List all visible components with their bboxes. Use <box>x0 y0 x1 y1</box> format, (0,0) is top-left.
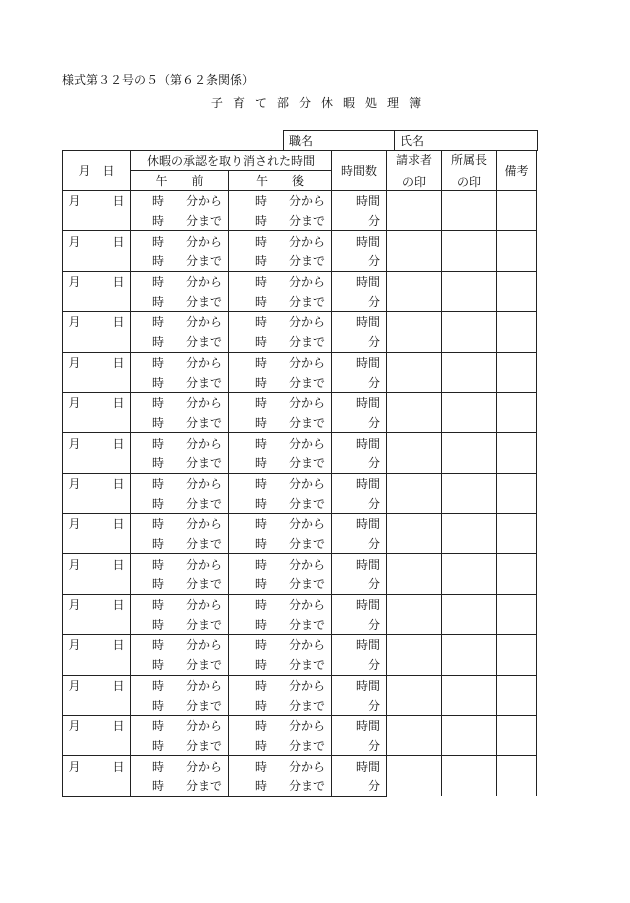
name-label: 氏名 <box>400 134 425 148</box>
minutes-cell[interactable]: 分 <box>332 251 387 271</box>
title-char: 分 <box>298 96 313 110</box>
name-field[interactable] <box>395 131 538 151</box>
chief-seal-cell[interactable] <box>442 231 497 271</box>
hours-cell[interactable]: 時間 <box>332 635 387 655</box>
entry-row-start <box>63 675 537 695</box>
date-cell[interactable]: 月 日 <box>63 635 131 655</box>
cancelled-time-header: 休暇の承認を取り消された時間 <box>131 151 332 171</box>
month-day-header: 月 日 <box>63 151 131 191</box>
requester-seal-cell[interactable] <box>387 433 442 473</box>
hours-cell[interactable]: 時間 <box>332 312 387 332</box>
pm-to-cell[interactable]: 時 分まで <box>229 574 332 594</box>
minutes-cell[interactable]: 分 <box>332 372 387 392</box>
pm-to-cell[interactable]: 時 分まで <box>229 332 332 352</box>
am-to-cell[interactable]: 時 分まで <box>131 614 229 634</box>
am-from-cell[interactable]: 時 分から <box>131 635 229 655</box>
remarks-cell[interactable] <box>497 271 537 311</box>
entry-row-start <box>63 473 537 493</box>
date-cell[interactable]: 月 日 <box>63 392 131 412</box>
entry-row-start <box>63 352 537 372</box>
requester-seal-cell[interactable] <box>387 191 442 231</box>
pm-from-cell[interactable]: 時 分から <box>229 312 332 332</box>
requester-seal-cell[interactable] <box>387 352 442 392</box>
pm-from-cell[interactable]: 時 分から <box>229 756 332 776</box>
pm-header: 午 後 <box>229 171 332 191</box>
am-from-cell[interactable]: 時 分から <box>131 715 229 735</box>
chief-seal-cell[interactable] <box>442 594 497 634</box>
title-char: 子 <box>210 96 225 110</box>
requester-seal-cell[interactable] <box>387 756 442 796</box>
minutes-cell[interactable]: 分 <box>332 291 387 311</box>
document-title <box>0 94 630 111</box>
pm-from-cell[interactable]: 時 分から <box>229 635 332 655</box>
position-field[interactable] <box>284 131 395 151</box>
pm-to-cell[interactable]: 時 分まで <box>229 655 332 675</box>
remarks-cell[interactable] <box>497 594 537 634</box>
am-from-cell[interactable]: 時 分から <box>131 433 229 453</box>
entry-row-start <box>63 271 537 291</box>
date-cell[interactable]: 月 日 <box>63 675 131 695</box>
pm-from-cell[interactable]: 時 分から <box>229 433 332 453</box>
date-cell[interactable]: 月 日 <box>63 473 131 493</box>
am-to-cell[interactable]: 時 分まで <box>131 736 229 756</box>
requester-seal-cell[interactable] <box>387 392 442 432</box>
am-header: 午 前 <box>131 171 229 191</box>
entry-row-start <box>63 514 537 534</box>
title-char: 部 <box>276 96 291 110</box>
hours-cell[interactable]: 時間 <box>332 715 387 735</box>
date-cell-blank <box>63 574 131 594</box>
minutes-cell[interactable]: 分 <box>332 332 387 352</box>
hours-cell[interactable]: 時間 <box>332 594 387 614</box>
pm-from-cell[interactable]: 時 分から <box>229 392 332 412</box>
am-from-cell[interactable]: 時 分から <box>131 392 229 412</box>
minutes-cell[interactable]: 分 <box>332 736 387 756</box>
chief-seal-cell[interactable] <box>442 352 497 392</box>
pm-to-cell[interactable]: 時 分まで <box>229 776 332 796</box>
am-from-cell[interactable]: 時 分から <box>131 271 229 291</box>
entry-row-start <box>63 756 537 776</box>
date-cell-blank <box>63 614 131 634</box>
name-table <box>283 130 538 151</box>
requester-seal-header <box>387 151 442 191</box>
pm-to-cell[interactable]: 時 分まで <box>229 736 332 756</box>
chief-seal-cell[interactable] <box>442 392 497 432</box>
hours-header: 時間数 <box>332 151 387 191</box>
date-cell-blank <box>63 736 131 756</box>
minutes-cell[interactable]: 分 <box>332 655 387 675</box>
date-cell[interactable]: 月 日 <box>63 433 131 453</box>
pm-from-cell[interactable]: 時 分から <box>229 352 332 372</box>
title-char: 理 <box>387 96 402 110</box>
remarks-cell[interactable] <box>497 473 537 513</box>
am-from-cell[interactable]: 時 分から <box>131 191 229 211</box>
date-cell[interactable]: 月 日 <box>63 756 131 776</box>
am-from-cell[interactable]: 時 分から <box>131 756 229 776</box>
requester-line-2: の印 <box>401 175 426 189</box>
am-to-cell[interactable]: 時 分まで <box>131 695 229 715</box>
chief-seal-cell[interactable] <box>442 715 497 755</box>
entry-row-start <box>63 594 537 614</box>
am-to-cell[interactable]: 時 分まで <box>131 291 229 311</box>
pm-from-cell[interactable]: 時 分から <box>229 191 332 211</box>
date-cell-blank <box>63 332 131 352</box>
form-id: 様式第３２号の５（第６２条関係） <box>62 73 255 87</box>
pm-to-cell[interactable]: 時 分まで <box>229 211 332 231</box>
hours-cell[interactable]: 時間 <box>332 191 387 211</box>
minutes-cell[interactable]: 分 <box>332 453 387 473</box>
pm-to-cell[interactable]: 時 分まで <box>229 614 332 634</box>
chief-seal-cell[interactable] <box>442 473 497 513</box>
hours-cell[interactable]: 時間 <box>332 352 387 372</box>
date-cell-blank <box>63 291 131 311</box>
chief-seal-cell[interactable] <box>442 271 497 311</box>
remarks-cell[interactable] <box>497 514 537 554</box>
title-char: 休 <box>321 96 336 110</box>
hours-cell[interactable]: 時間 <box>332 271 387 291</box>
remarks-header: 備考 <box>497 151 537 191</box>
pm-to-cell[interactable]: 時 分まで <box>229 372 332 392</box>
requester-seal-cell[interactable] <box>387 675 442 715</box>
pm-from-cell[interactable]: 時 分から <box>229 554 332 574</box>
title-char: て <box>254 96 269 110</box>
pm-to-cell[interactable]: 時 分まで <box>229 413 332 433</box>
remarks-cell[interactable] <box>497 312 537 352</box>
date-cell[interactable]: 月 日 <box>63 554 131 574</box>
remarks-cell[interactable] <box>497 392 537 432</box>
minutes-cell[interactable]: 分 <box>332 493 387 513</box>
am-to-cell[interactable]: 時 分まで <box>131 211 229 231</box>
chief-seal-cell[interactable] <box>442 312 497 352</box>
date-cell[interactable]: 月 日 <box>63 271 131 291</box>
pm-to-cell[interactable]: 時 分まで <box>229 534 332 554</box>
pm-from-cell[interactable]: 時 分から <box>229 231 332 251</box>
date-cell-blank <box>63 695 131 715</box>
remarks-cell[interactable] <box>497 635 537 675</box>
date-cell[interactable]: 月 日 <box>63 594 131 614</box>
requester-seal-cell[interactable] <box>387 312 442 352</box>
am-to-cell[interactable]: 時 分まで <box>131 493 229 513</box>
pm-to-cell[interactable]: 時 分まで <box>229 291 332 311</box>
remarks-cell[interactable] <box>497 433 537 473</box>
date-cell-blank <box>63 534 131 554</box>
pm-to-cell[interactable]: 時 分まで <box>229 493 332 513</box>
date-cell-blank <box>63 211 131 231</box>
chief-seal-cell[interactable] <box>442 514 497 554</box>
chief-seal-cell[interactable] <box>442 675 497 715</box>
requester-seal-cell[interactable] <box>387 635 442 675</box>
chief-seal-cell[interactable] <box>442 554 497 594</box>
requester-seal-cell[interactable] <box>387 231 442 271</box>
am-from-cell[interactable]: 時 分から <box>131 231 229 251</box>
date-cell[interactable]: 月 日 <box>63 352 131 372</box>
pm-from-cell[interactable]: 時 分から <box>229 675 332 695</box>
minutes-cell[interactable]: 分 <box>332 413 387 433</box>
minutes-cell[interactable]: 分 <box>332 574 387 594</box>
entry-row-start <box>63 392 537 412</box>
pm-from-cell[interactable]: 時 分から <box>229 271 332 291</box>
hours-cell[interactable]: 時間 <box>332 514 387 534</box>
date-cell[interactable]: 月 日 <box>63 231 131 251</box>
hours-cell[interactable]: 時間 <box>332 392 387 412</box>
hours-cell[interactable]: 時間 <box>332 433 387 453</box>
minutes-cell[interactable]: 分 <box>332 614 387 634</box>
am-to-cell[interactable]: 時 分まで <box>131 534 229 554</box>
am-from-cell[interactable]: 時 分から <box>131 352 229 372</box>
title-char: 処 <box>365 96 380 110</box>
am-from-cell[interactable]: 時 分から <box>131 554 229 574</box>
remarks-cell[interactable] <box>497 715 537 755</box>
am-to-cell[interactable]: 時 分まで <box>131 332 229 352</box>
am-to-cell[interactable]: 時 分まで <box>131 453 229 473</box>
date-cell-blank <box>63 251 131 271</box>
am-to-cell[interactable]: 時 分まで <box>131 655 229 675</box>
date-cell-blank <box>63 655 131 675</box>
requester-seal-cell[interactable] <box>387 554 442 594</box>
remarks-cell[interactable] <box>497 756 537 796</box>
requester-seal-cell[interactable] <box>387 594 442 634</box>
entry-row-start <box>63 635 537 655</box>
remarks-cell[interactable] <box>497 675 537 715</box>
minutes-cell[interactable]: 分 <box>332 534 387 554</box>
date-cell[interactable]: 月 日 <box>63 191 131 211</box>
chief-seal-header <box>442 151 497 191</box>
title-char: 育 <box>232 96 247 110</box>
date-cell-blank <box>63 776 131 796</box>
am-from-cell[interactable]: 時 分から <box>131 675 229 695</box>
pm-from-cell[interactable]: 時 分から <box>229 715 332 735</box>
entry-row-start <box>63 231 537 251</box>
am-to-cell[interactable]: 時 分まで <box>131 251 229 271</box>
hours-cell[interactable]: 時間 <box>332 231 387 251</box>
entry-row-start <box>63 433 537 453</box>
requester-line-1: 請求者 <box>395 153 432 167</box>
pm-to-cell[interactable]: 時 分まで <box>229 695 332 715</box>
date-cell[interactable]: 月 日 <box>63 514 131 534</box>
date-cell-blank <box>63 413 131 433</box>
minutes-cell[interactable]: 分 <box>332 695 387 715</box>
chief-seal-cell[interactable] <box>442 191 497 231</box>
leave-record-table <box>62 150 537 797</box>
entry-row-start <box>63 312 537 332</box>
am-to-cell[interactable]: 時 分まで <box>131 574 229 594</box>
requester-seal-cell[interactable] <box>387 271 442 311</box>
chief-seal-cell[interactable] <box>442 635 497 675</box>
minutes-cell[interactable]: 分 <box>332 776 387 796</box>
date-cell[interactable]: 月 日 <box>63 715 131 735</box>
am-from-cell[interactable]: 時 分から <box>131 594 229 614</box>
leave-rows <box>63 191 537 797</box>
date-cell-blank <box>63 372 131 392</box>
hours-cell[interactable]: 時間 <box>332 675 387 695</box>
pm-to-cell[interactable]: 時 分まで <box>229 251 332 271</box>
remarks-cell[interactable] <box>497 231 537 271</box>
pm-to-cell[interactable]: 時 分まで <box>229 453 332 473</box>
pm-from-cell[interactable]: 時 分から <box>229 594 332 614</box>
remarks-cell[interactable] <box>497 352 537 392</box>
am-to-cell[interactable]: 時 分まで <box>131 372 229 392</box>
am-from-cell[interactable]: 時 分から <box>131 473 229 493</box>
position-label: 職名 <box>289 134 314 148</box>
date-cell[interactable]: 月 日 <box>63 312 131 332</box>
chief-seal-cell[interactable] <box>442 756 497 796</box>
title-char: 簿 <box>409 96 424 110</box>
remarks-cell[interactable] <box>497 554 537 594</box>
minutes-cell[interactable]: 分 <box>332 211 387 231</box>
title-char: 暇 <box>343 96 358 110</box>
pm-from-cell[interactable]: 時 分から <box>229 473 332 493</box>
hours-cell[interactable]: 時間 <box>332 756 387 776</box>
chief-seal-cell[interactable] <box>442 433 497 473</box>
am-from-cell[interactable]: 時 分から <box>131 312 229 332</box>
chief-line-2: の印 <box>456 175 481 189</box>
requester-seal-cell[interactable] <box>387 473 442 513</box>
date-cell-blank <box>63 453 131 473</box>
am-from-cell[interactable]: 時 分から <box>131 514 229 534</box>
remarks-cell[interactable] <box>497 191 537 231</box>
requester-seal-cell[interactable] <box>387 715 442 755</box>
entry-row-start <box>63 554 537 574</box>
entry-row-start <box>63 191 537 211</box>
am-to-cell[interactable]: 時 分まで <box>131 776 229 796</box>
hours-cell[interactable]: 時間 <box>332 473 387 493</box>
requester-seal-cell[interactable] <box>387 514 442 554</box>
chief-line-1: 所属長 <box>450 153 487 167</box>
date-cell-blank <box>63 493 131 513</box>
entry-row-start <box>63 715 537 735</box>
pm-from-cell[interactable]: 時 分から <box>229 514 332 534</box>
hours-cell[interactable]: 時間 <box>332 554 387 574</box>
am-to-cell[interactable]: 時 分まで <box>131 413 229 433</box>
